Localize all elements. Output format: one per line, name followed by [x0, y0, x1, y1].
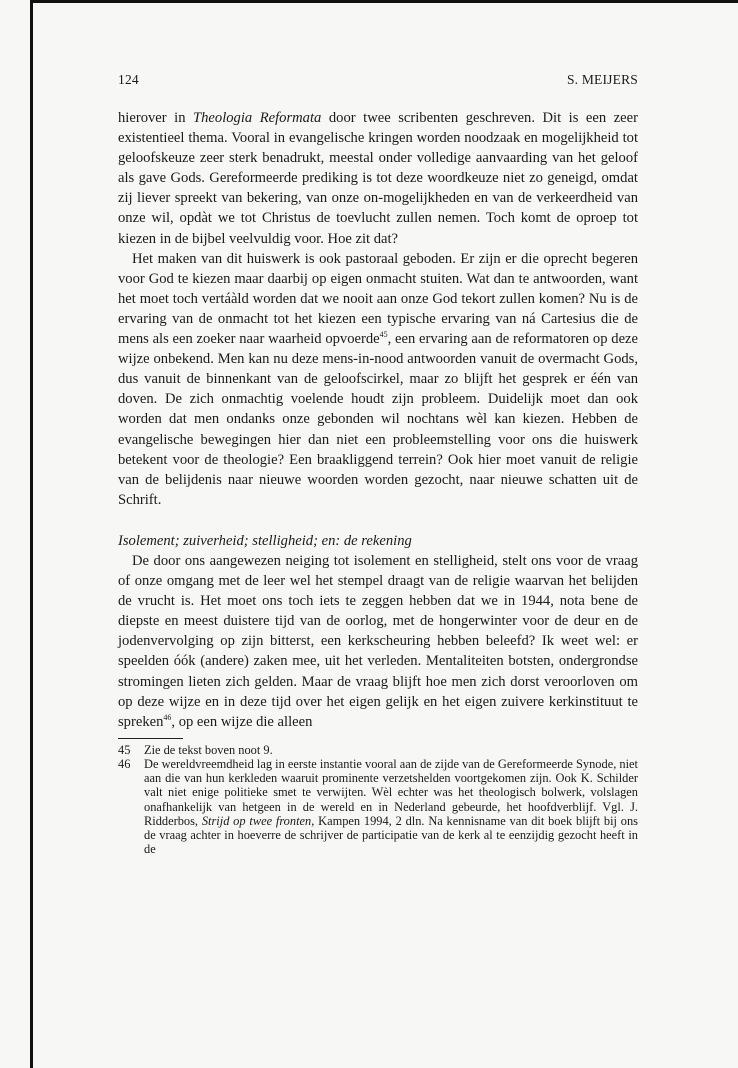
paragraph-1 [118, 108, 638, 249]
footnote-number: 46 [118, 757, 131, 772]
footnote-text [144, 757, 638, 856]
footnote-text: Zie de tekst boven noot 9. [144, 742, 273, 757]
paragraph-3 [118, 551, 638, 732]
paragraph-1-text-b: door twee scribenten geschreven. Dit is een zeer existentieel thema. Vooral in evangelische kringen worden noodzaak en mogelijkheid tot geloofskeuze zeer sterk benadrukt, meestal onder volledige aanvaarding van het geloof als gave Gods. Gereformeerde prediking is tot deze woordkeuze niet zo geneigd, omdat zij liever spreekt van bekering, van onze on-mogelijkheden en van de verkeerdheid van onze wil, opdàt we tot Christus de toevlucht zullen nemen. Toch komt de oproep tot kiezen in de bijbel veelvuldig voor. Hoe zit dat? [118, 110, 638, 247]
footnote-ref-46[interactable]: 46 [163, 712, 172, 722]
page-header [118, 72, 638, 92]
footnote-46 [118, 757, 638, 856]
footnote-46-text-b: Kampen 1994, 2 dln. Na kennisname van dit boek blijft bij ons de vraag achter in hoeverre de schrijver de participatie van de kerk al te eenzijdig gezocht heeft in de [144, 813, 638, 857]
footnote-46-text-a: De wereldvreemdheid lag in eerste instantie vooral aan de zijde van de Gereformeerde Synode, niet aan die van hun kerkleden waaruit prominente verzetshelden voortgekomen zijn. Ook K. Schilder valt niet enige politieke smet te verwijten. Wèl echter was het theologisch bolwerk, volslagen onafhankelijk van hetgeen in de wereld en in Nederland gebeurde, het hoofdverblijf. Vgl. J. Ridderbos, [144, 757, 638, 828]
paragraph-2-text-b: , een ervaring aan de reformatoren op deze wijze onbekend. Men kan nu deze mens-in-nood antwoorden vanuit de overmacht Gods, dus vanuit de binnenkant van de geloofscirkel, maar zo blijft het gesprek er één van doven. De zich onmachtig voelende houdt zijn probleem. Duidelijk moet dan ook worden dat men ondanks onze gebonden wil nochtans wèl kan kiezen. Hebben de evangelische bewegingen hier dan niet een probleemstelling voor ons die huiswerk betekent voor de theologie? Een braakliggend terrein? Ook hier moet vanuit de religie van de belijdenis naar nieuwe woorden worden gezocht, naar nieuwe schatten uit de Schrift. [118, 331, 639, 508]
body-text [118, 108, 638, 732]
footnote-number: 45 [118, 742, 131, 757]
paragraph-2-text-a: Het maken van dit huiswerk is ook pastoraal geboden. Er zijn er die oprecht begeren voor God te kiezen maar daarbij op eigen onmacht stuiten. Wat dan te antwoorden, want het moet toch vertáàld worden dat we nooit aan onze God tekort zullen komen? Nu is de ervaring van de onmacht tot het kiezen een typische ervaring van ná Cartesius die de mens als een zoeker naar waarheid opvoerde [118, 250, 638, 348]
footnote-ref-45[interactable]: 45 [379, 330, 388, 340]
running-head: S. MEIJERS [566, 72, 638, 87]
book-page [118, 72, 638, 856]
paragraph-3-text-a: De door ons aangewezen neiging tot isolement en stelligheid, stelt ons voor de vraag of onze omgang met de leer wel het stempel draagt van de religie waarvan het belijden de vrucht is. Het moet ons toch iets te zeggen hebben dat we in 1944, nota bene de diepste en meest duistere tijd van de oorlog, met de hongerwinter voor de deur en de jodenvervolging op zijn bitterst, een kerkscheuring hebben beleefd? Ik weet wel: er speelden óók (andere) zaken mee, uit het verleden. Mentaliteiten botsten, ondergrondse stromingen lieten zich gelden. Maar de vraag blijft hoe men zich dorst veroorloven om op deze wijze en in deze tijd over het eigen gelijk en het eigen zuivere kerkinstituut te spreken [118, 552, 638, 730]
paragraph-2 [118, 249, 638, 510]
paragraph-3-text-b: , op een wijze die alleen [171, 713, 313, 730]
book-title: Strijd op twee fronten, [201, 813, 315, 828]
footnotes [118, 743, 638, 857]
page-number: 124 [118, 72, 139, 87]
footnote-rule [118, 738, 183, 739]
footnote-45 [118, 743, 638, 757]
scan-border-left [30, 0, 33, 1068]
journal-title: Theologia Reformata [193, 110, 322, 126]
scan-border-top [30, 0, 738, 3]
paragraph-1-text-a: hierover in [118, 110, 194, 126]
section-heading: Isolement; zuiverheid; stelligheid; en: de rekening [118, 532, 412, 549]
